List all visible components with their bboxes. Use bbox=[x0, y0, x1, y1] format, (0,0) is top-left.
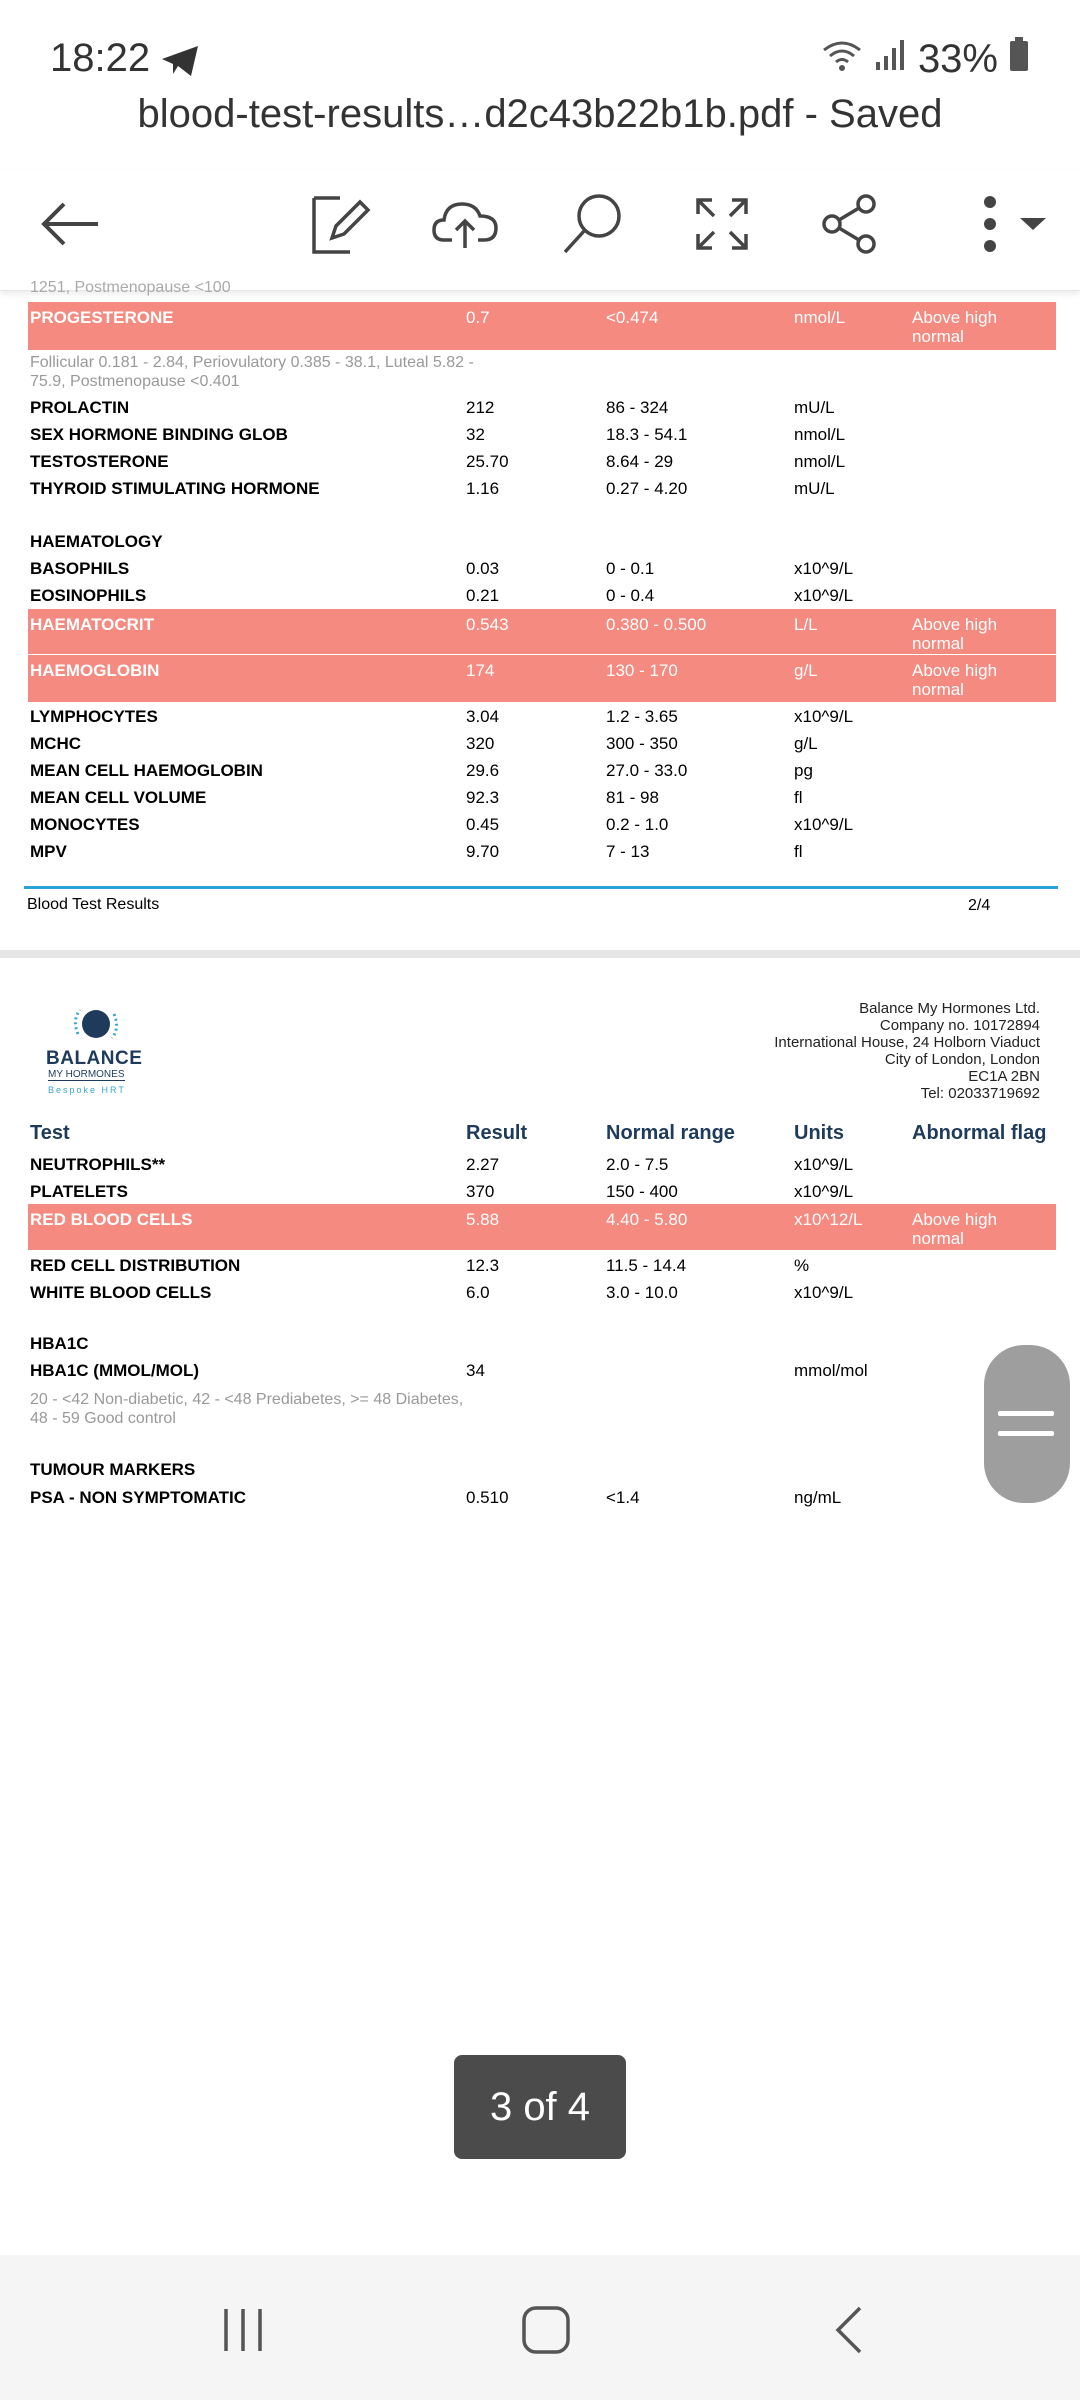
fast-scroll-handle[interactable] bbox=[984, 1345, 1070, 1503]
recents-icon[interactable] bbox=[203, 2295, 283, 2365]
header-flag: Abnormal flag bbox=[912, 1122, 1047, 1144]
table-row: PSA - NON SYMPTOMATIC 0.510 <1.4 ng/mL bbox=[30, 1488, 842, 1507]
table-row: RED CELL DISTRIBUTION 12.3 11.5 - 14.4 % bbox=[30, 1256, 810, 1275]
footer-divider bbox=[24, 886, 1058, 889]
table-row: SEX HORMONE BINDING GLOB 32 18.3 - 54.1 nmol/L bbox=[30, 425, 846, 444]
table-row: MEAN CELL HAEMOGLOBIN 29.6 27.0 - 33.0 pg bbox=[30, 761, 813, 780]
section-hba1c: HBA1C bbox=[30, 1334, 89, 1353]
hba1c-note: 20 - <42 Non-diabetic, 42 - <48 Prediabetes, >= 48 Diabetes, 48 - 59 Good control bbox=[30, 1391, 464, 1427]
table-row: BASOPHILS 0.03 0 - 0.1 x10^9/L bbox=[30, 559, 854, 578]
table-row: MEAN CELL VOLUME 92.3 81 - 98 fl bbox=[30, 788, 803, 807]
page-indicator: 3 of 4 bbox=[454, 2055, 626, 2159]
table-row: HAEMATOCRIT 0.543 0.380 - 0.500 L/L Above high normal bbox=[28, 609, 1056, 654]
table-row: HAEMOGLOBIN 174 130 - 170 g/L Above high normal bbox=[28, 655, 1056, 702]
page-separator bbox=[0, 950, 1080, 958]
header-test: Test bbox=[30, 1122, 70, 1144]
header-result: Result bbox=[466, 1122, 528, 1144]
document-title: blood-test-results…d2c43b22b1b.pdf - Saved bbox=[137, 92, 943, 136]
nav-back-icon[interactable] bbox=[808, 2295, 888, 2365]
logo-mark-icon bbox=[66, 1000, 126, 1048]
home-icon[interactable] bbox=[506, 2295, 586, 2365]
table-row: EOSINOPHILS 0.21 0 - 0.4 x10^9/L bbox=[30, 586, 854, 605]
table-row: MCHC 320 300 - 350 g/L bbox=[30, 734, 818, 753]
table-row: NEUTROPHILS** 2.27 2.0 - 7.5 x10^9/L bbox=[30, 1155, 854, 1174]
logo-subtext: MY HORMONES bbox=[48, 1069, 125, 1080]
table-row: THYROID STIMULATING HORMONE 1.16 0.27 - 4.20 mU/L bbox=[30, 479, 835, 498]
navigation-bar bbox=[0, 2255, 1080, 2400]
header-range: Normal range bbox=[606, 1122, 735, 1144]
table-row: WHITE BLOOD CELLS 6.0 3.0 - 10.0 x10^9/L bbox=[30, 1283, 854, 1302]
pdf-viewer[interactable] bbox=[0, 279, 1080, 2255]
company-address: Balance My Hormones Ltd. Company no. 10172894 International House, 24 Holborn Viaduct City of London, London EC1A 2BN Tel: 02033719692 bbox=[774, 1000, 1040, 1102]
table-row: LYMPHOCYTES 3.04 1.2 - 3.65 x10^9/L bbox=[30, 707, 854, 726]
table-row: PLATELETS 370 150 - 400 x10^9/L bbox=[30, 1182, 854, 1201]
table-row: PROLACTIN 212 86 - 324 mU/L bbox=[30, 398, 835, 417]
status-time: 18:22 bbox=[50, 36, 151, 80]
table-row: HBA1C (MMOL/MOL) 34 mmol/mol bbox=[30, 1361, 868, 1380]
section-tumour-markers: TUMOUR MARKERS bbox=[30, 1460, 196, 1479]
table-row: RED BLOOD CELLS 5.88 4.40 - 5.80 x10^12/L Above high normal bbox=[28, 1204, 1056, 1250]
table-row: TESTOSTERONE 25.70 8.64 - 29 nmol/L bbox=[30, 452, 846, 471]
footer-title: Blood Test Results bbox=[27, 896, 160, 913]
table-row: PROGESTERONE 0.7 <0.474 nmol/L Above high normal bbox=[28, 302, 1056, 350]
progesterone-note: Follicular 0.181 - 2.84, Periovulatory 0.385 - 38.1, Luteal 5.82 - 75.9, Postmenopause <0.401 bbox=[30, 354, 474, 390]
section-haematology: HAEMATOLOGY bbox=[30, 532, 163, 551]
header-units: Units bbox=[794, 1122, 844, 1144]
table-row: MONOCYTES 0.45 0.2 - 1.0 x10^9/L bbox=[30, 815, 854, 834]
cut-off-text: 1251, Postmenopause <100 bbox=[30, 279, 231, 296]
logo-text: BALANCE bbox=[46, 1048, 143, 1069]
footer-page-number: 2/4 bbox=[968, 897, 991, 914]
logo-tagline: Bespoke HRT bbox=[48, 1085, 126, 1095]
battery-percent: 33% bbox=[917, 36, 998, 81]
company-logo bbox=[44, 1000, 144, 1100]
table-row: MPV 9.70 7 - 13 fl bbox=[30, 842, 803, 861]
